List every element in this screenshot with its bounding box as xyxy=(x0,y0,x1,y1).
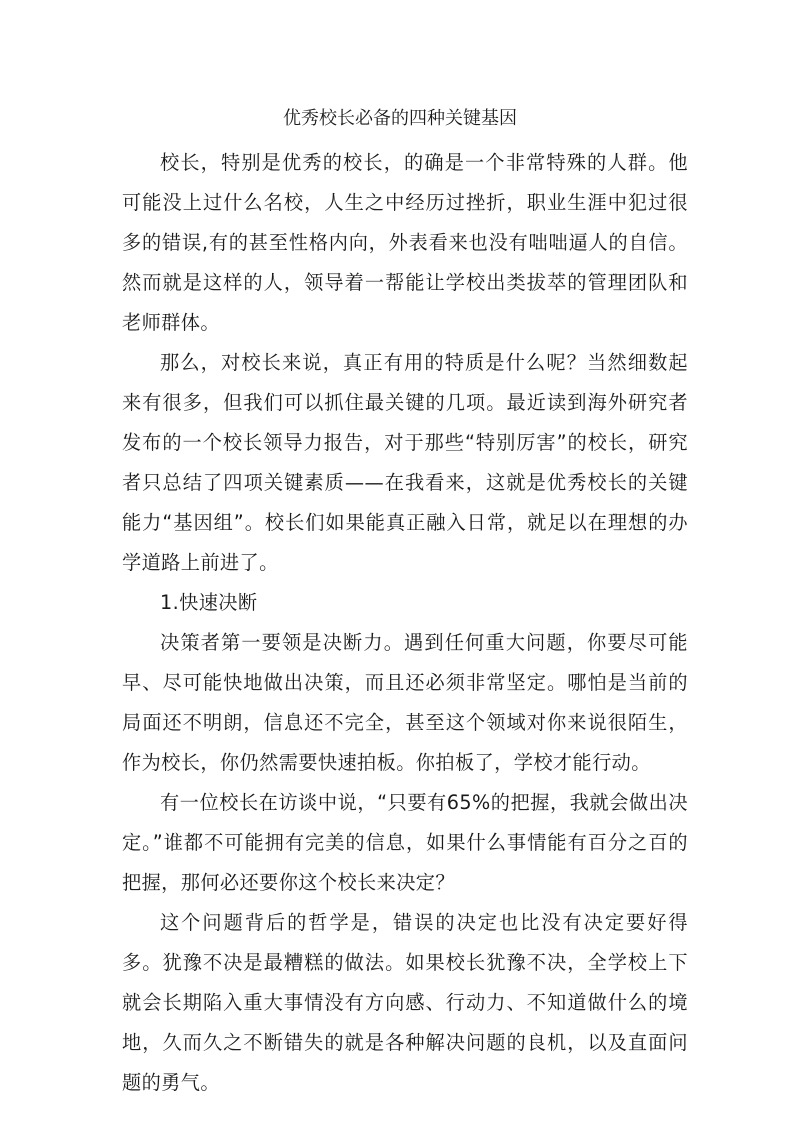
paragraph-interview-quote: 有一位校长在访谈中说，“只要有65%的把握，我就会做出决定。”谁都不可能拥有完美的信息，如果什么事情能有百分之百的把握，那何必还要你这个校长来决定？ xyxy=(122,791,688,894)
document-title: 优秀校长必备的四种关键基因 xyxy=(283,108,517,129)
paragraph-philosophy: 这个问题背后的哲学是，错误的决定也比没有决定要好得多。犹豫不决是最糟糕的做法。如果校长犹豫不决，全学校上下就会长期陷入重大事情没有方向感、行动力、不知道做什么的境地，久而久之不断错失的就是各种解决问题的良机，以及直面问题的勇气。 xyxy=(122,911,688,1094)
document-body xyxy=(122,143,688,1103)
paragraph-intro: 校长，特别是优秀的校长，的确是一个非常特殊的人群。他可能没上过什么名校，人生之中经历过挫折，职业生涯中犯过很多的错误,有的甚至性格内向，外表看来也没有咄咄逼人的自信。然而就是这样的人，领导着一帮能让学校出类拔萃的管理团队和老师群体。 xyxy=(122,151,688,334)
paragraph-key-traits: 那么，对校长来说，真正有用的特质是什么呢？当然细数起来有很多，但我们可以抓住最关键的几项。最近读到海外研究者发布的一个校长领导力报告，对于那些“特别厉害”的校长，研究者只总结了四项关键素质——在我看来，这就是优秀校长的关键能力“基因组”。校长们如果能真正融入日常，就足以在理想的办学道路上前进了。 xyxy=(122,351,688,574)
section-heading: 1.快速决断 xyxy=(160,591,258,614)
paragraph-decisiveness: 决策者第一要领是决断力。遇到任何重大问题，你要尽可能早、尽可能快地做出决策，而且还必须非常坚定。哪怕是当前的局面还不明朗，信息还不完全，甚至这个领域对你来说很陌生，作为校长，你仍然需要快速拍板。你拍板了，学校才能行动。 xyxy=(122,631,688,774)
